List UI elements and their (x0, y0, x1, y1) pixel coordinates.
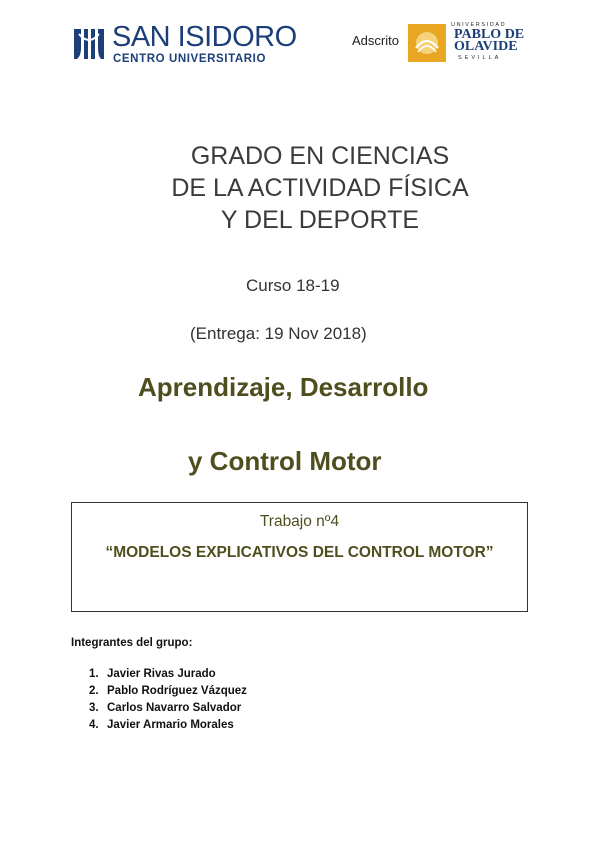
subject-title-line1: Aprendizaje, Desarrollo (138, 372, 429, 402)
list-item (89, 700, 247, 717)
degree-line: GRADO EN CIENCIAS (190, 142, 450, 170)
partner-city: SEVILLA (458, 55, 502, 61)
member-name: Javier Armario Morales (107, 719, 234, 731)
member-number: 1. (89, 668, 99, 680)
san-isidoro-emblem-icon (72, 26, 106, 60)
sun-emblem-icon (408, 24, 446, 62)
member-list (89, 666, 247, 734)
group-heading: Integrantes del grupo: (71, 637, 193, 649)
member-number: 4. (89, 719, 99, 731)
partner-name-line1: PABLO DE (454, 27, 525, 42)
degree-line: DE LA ACTIVIDAD FÍSICA (171, 174, 469, 202)
degree-title (0, 140, 600, 236)
member-number: 3. (89, 702, 99, 714)
institution-subtitle: CENTRO UNIVERSITARIO (113, 53, 266, 65)
list-item (89, 683, 247, 700)
member-number: 2. (89, 685, 99, 697)
delivery-date: (Entrega: 19 Nov 2018) (190, 324, 367, 343)
list-item (89, 666, 247, 683)
member-name: Pablo Rodríguez Vázquez (107, 685, 247, 697)
san-isidoro-logo (72, 21, 297, 68)
assignment-title: “MODELOS EXPLICATIVOS DEL CONTROL MOTOR” (105, 544, 494, 561)
subject-title-line2: y Control Motor (188, 446, 382, 476)
pablo-olavide-logo (408, 22, 525, 62)
partner-top-text: UNIVERSIDAD (451, 22, 507, 28)
list-item (89, 717, 247, 734)
member-name: Javier Rivas Jurado (107, 668, 216, 680)
assignment-box (71, 502, 528, 612)
course-year: Curso 18-19 (246, 276, 340, 295)
member-name: Carlos Navarro Salvador (107, 702, 242, 714)
partner-name-line2: OLAVIDE (454, 39, 518, 54)
adscrito-label: Adscrito (352, 33, 399, 48)
degree-line: Y DEL DEPORTE (220, 206, 420, 234)
institution-name: SAN ISIDORO (112, 21, 297, 53)
assignment-label: Trabajo nº4 (259, 513, 340, 530)
